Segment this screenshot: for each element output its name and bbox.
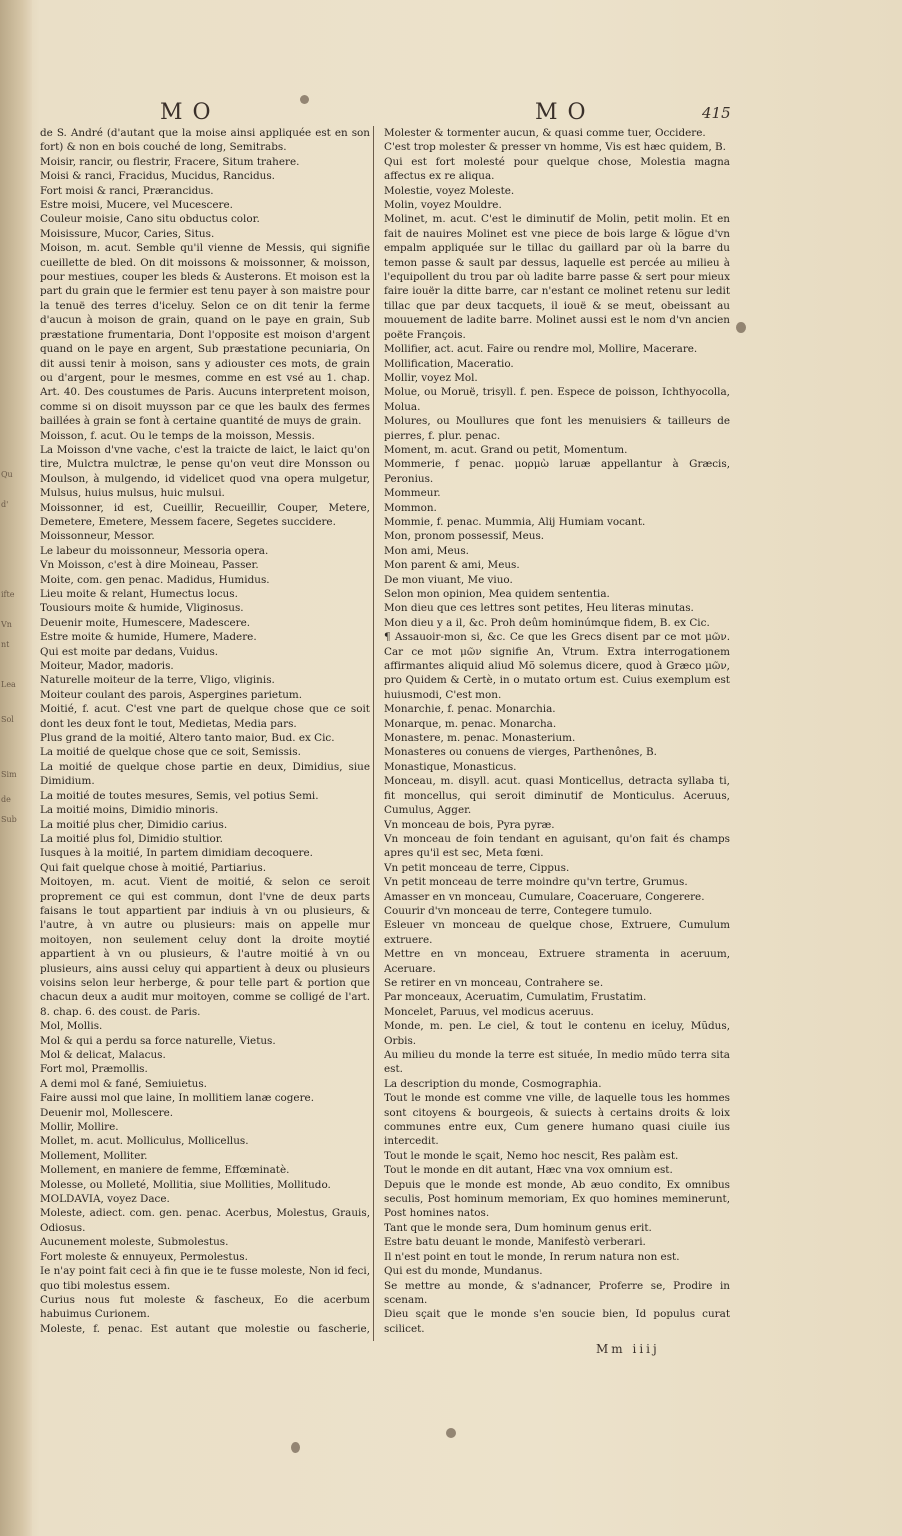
dictionary-entry: Moiteur coulant des parois, Aspergines parietum. bbox=[40, 688, 303, 701]
dictionary-entry: Curius nous fut moleste & fascheux, Eo die acerbum habuimus Curionem. bbox=[40, 1293, 370, 1321]
dictionary-entry: Tant que le monde sera, Dum hominum genus erit. bbox=[384, 1221, 652, 1234]
dictionary-entry: Fort moleste & ennuyeux, Permolestus. bbox=[40, 1250, 248, 1263]
dictionary-entry: Molue, ou Moruë, trisyll. f. pen. Espece de poisson, Ichthyocolla, Molua. bbox=[384, 386, 730, 413]
dictionary-entry: Mollifier, act. acut. Faire ou rendre mol, Mollire, Macerare. bbox=[384, 343, 698, 356]
dictionary-entry: Monarchie, f. penac. Monarchia. bbox=[384, 703, 556, 716]
dictionary-entry: Mon parent & ami, Meus. bbox=[384, 559, 520, 572]
dictionary-entry: Au milieu du monde la terre est située, In medio mũdo terra sita est. bbox=[384, 1049, 730, 1076]
dictionary-entry: Mollement, en maniere de femme, Effœminatè. bbox=[40, 1164, 290, 1177]
dictionary-entry: Estre moite & humide, Humere, Madere. bbox=[40, 631, 257, 644]
dictionary-entry: Molestie, voyez Moleste. bbox=[384, 184, 515, 197]
dictionary-entry: Molures, ou Moullures que font les menuisiers & tailleurs de pierres, f. plur. penac. bbox=[384, 415, 730, 442]
gutter-fragment: Lea bbox=[1, 680, 16, 689]
dictionary-entry: Qui est fort molesté pour quelque chose, Molestia magna affectus ex re aliqua. bbox=[384, 155, 730, 183]
dictionary-entry: Mommerie, f penac. μορμὼ laruæ appellantur à Græcis, Peronius. bbox=[384, 458, 730, 485]
dictionary-entry: Moissonner, id est, Cueillir, Recueillir, Couper, Metere, Demetere, Emetere, Messem facere, Segetes succidere. bbox=[40, 501, 370, 528]
dictionary-entry: Qui est du monde, Mundanus. bbox=[384, 1265, 543, 1278]
dictionary-entry: Moisir, rancir, ou flestrir, Fracere, Situm trahere. bbox=[40, 155, 300, 168]
dictionary-entry: Deuenir moite, Humescere, Madescere. bbox=[40, 616, 251, 629]
dictionary-entry: Lieu moite & relant, Humectus locus. bbox=[40, 588, 238, 600]
running-header-left: MO bbox=[160, 100, 221, 125]
dictionary-entry: Vn petit monceau de terre moindre qu'vn tertre, Grumus. bbox=[384, 876, 688, 889]
dictionary-entry: De mon viuant, Me viuo. bbox=[384, 573, 513, 586]
gutter-fragment: nt bbox=[1, 640, 10, 649]
dictionary-entry: Moleste, f. penac. Est autant que molestie ou fascherie, bbox=[40, 1322, 370, 1335]
dictionary-entry: Mommeur. bbox=[384, 487, 441, 500]
dictionary-entry: Molester & tormenter aucun, & quasi comme tuer, Occidere. bbox=[384, 127, 706, 139]
dictionary-entry: Moison, m. acut. Semble qu'il vienne de Messis, qui signifie cueillette de bled. On dit moissons & moissonner, & moisson, pour mestiues, couper les bleds & Austerons. Et moison est la part du grain que le fermier est tenu payer à son maistre pour la tenuë des terres d'iceluy. Selon ce on dit tenir la ferme d'aucun à moison de grain, quand on le paye en grain, Sub præstatione frumentaria, Dont l'opposite est moison d'argent quand on le paye en argent, Sub præstatione pecuniaria, On dit aussi tenir à moison, sans y adiouster ces mots, de grain ou d'argent, pour le mesmes, comme en est vsé au 1. chap. Art. 40. Des coustumes de Paris. Aucuns interpretent moison, comme si on disoit muysson par ce que les baulx des fermes baillées à grain se font à certaine quantité de muys de grain. bbox=[40, 242, 370, 428]
dictionary-entry: ¶ Assauoir-mon si, &c. Ce que les Grecs disent par ce mot μῶν. Car ce mot μῶν signifie An, Vtrum. Extra interrogationem affirmantes aliquid aliud Mõ solemus dicere, quod à Græco μῶν, pro Quidem & Certè, in o mutato ortum est. Cuius exemplum est huiusmodi, C'est mon. bbox=[384, 631, 730, 701]
dictionary-entry: Mon dieu y a il, &c. Proh deûm hominúmque fidem, B. ex Cic. bbox=[384, 616, 710, 629]
dictionary-entry: Mollir, Mollire. bbox=[40, 1121, 119, 1134]
dictionary-entry: Monastere, m. penac. Monasterium. bbox=[384, 732, 576, 745]
dictionary-entry: Moment, m. acut. Grand ou petit, Momentum. bbox=[384, 443, 628, 456]
gutter-fragment: Sub bbox=[1, 815, 17, 824]
dictionary-entry: Vn petit monceau de terre, Cippus. bbox=[384, 861, 570, 874]
paper-stain bbox=[300, 95, 309, 104]
dictionary-entry: Moleste, adiect. com. gen. penac. Acerbus, Molestus, Grauis, Odiosus. bbox=[40, 1207, 370, 1234]
dictionary-entry: Moisi & ranci, Fracidus, Mucidus, Rancidus. bbox=[40, 170, 275, 183]
dictionary-entry: La moitié plus fol, Dimidio stultior. bbox=[40, 832, 223, 845]
dictionary-entry: Mommie, f. penac. Mummia, Alij Humiam vocant. bbox=[384, 515, 646, 528]
dictionary-entry: Se mettre au monde, & s'adnancer, Proferre se, Prodire in scenam. bbox=[384, 1279, 730, 1306]
dictionary-entry: Tout le monde le sçait, Nemo hoc nescit, Res palàm est. bbox=[384, 1149, 679, 1162]
signature-mark: Mm iiij bbox=[596, 1342, 660, 1356]
dictionary-entry: Moisissure, Mucor, Caries, Situs. bbox=[40, 227, 215, 240]
dictionary-entry: Moissonneur, Messor. bbox=[40, 530, 155, 543]
right-column bbox=[384, 126, 730, 1336]
dictionary-entry: Molinet, m. acut. C'est le diminutif de Molin, petit molin. Et en fait de nauires Molinet est vne piece de bois large & lõgue d'vn empalm appliquée sur le tillac du gaillard par où la barre du temon passe & sault par dessus, laquelle est percée au milieu à l'equipollent du trou par où ladite barre passe & sert pour mieux faire iouër la ditte barre, car n'estant ce molinet retenu sur ledit tillac que par deux tacquets, il iouë & se meut, obeissant au mouuement de ladite barre. Molinet aussi est le nom d'vn ancien poëte François. bbox=[384, 213, 730, 341]
dictionary-entry: Mollement, Molliter. bbox=[40, 1149, 148, 1162]
dictionary-entry: Molin, voyez Mouldre. bbox=[384, 199, 502, 212]
dictionary-entry: Dieu sçait que le monde s'en soucie bien, Id populus curat scilicet. bbox=[384, 1308, 730, 1335]
gutter-fragment: Vn bbox=[1, 620, 12, 629]
dictionary-entry: Mol, Mollis. bbox=[40, 1020, 103, 1033]
dictionary-entry: Estre batu deuant le monde, Manifestò verberari. bbox=[384, 1236, 646, 1249]
dictionary-entry: Moitié, f. acut. C'est vne part de quelque chose que ce soit dont les deux font le tout, Medietas, Media pars. bbox=[40, 703, 370, 730]
facing-page-gutter bbox=[0, 0, 32, 1536]
column-rule bbox=[373, 126, 374, 1341]
dictionary-entry: Moitoyen, m. acut. Vient de moitié, & selon ce seroit proprement ce qui est commun, dont l'vne de deux parts faisans le tout appartient par indiuis à vn ou plusieurs, & l'autre, à vn autre ou plusieurs: mais on appelle mur moitoyen, non seulement celuy dont la droite moytié appartient à vn ou plusieurs, & l'autre moitié à vn ou plusieurs, ains aussi celuy qui appartient à deux ou plusieurs voisins selon leur herberge, & pour telle part & portion que chacun deux a audit mur moitoyen, comme se colligé de l'art. 8. chap. 6. des coust. de Paris. bbox=[40, 876, 370, 1018]
left-column bbox=[40, 126, 370, 1336]
dictionary-entry: La moitié de quelque chose que ce soit, Semissis. bbox=[40, 746, 301, 759]
gutter-fragment: Sim bbox=[1, 770, 17, 779]
dictionary-entry: Iusques à la moitié, In partem dimidiam decoquere. bbox=[40, 847, 313, 860]
dictionary-entry: Monde, m. pen. Le ciel, & tout le contenu en iceluy, Mũdus, Orbis. bbox=[384, 1020, 730, 1047]
dictionary-entry: Mon ami, Meus. bbox=[384, 544, 469, 557]
dictionary-entry: Tout le monde en dit autant, Hæc vna vox omnium est. bbox=[384, 1164, 673, 1177]
dictionary-entry: La moitié moins, Dimidio minoris. bbox=[40, 804, 219, 817]
dictionary-entry: Selon mon opinion, Mea quidem sententia. bbox=[384, 588, 610, 600]
dictionary-entry: Amasser en vn monceau, Cumulare, Coaceruare, Congerere. bbox=[384, 890, 705, 903]
dictionary-entry: Vn monceau de bois, Pyra pyræ. bbox=[384, 818, 555, 831]
dictionary-entry: Mon dieu que ces lettres sont petites, Heu literas minutas. bbox=[384, 602, 694, 615]
dictionary-entry: C'est trop molester & presser vn homme, Vis est hæc quidem, B. bbox=[384, 141, 726, 154]
gutter-fragment: ifte bbox=[1, 590, 15, 599]
dictionary-entry: Depuis que le monde est monde, Ab æuo condito, Ex omnibus seculis, Post hominum memoriam, Ex quo homines meminerunt, Post homines natos. bbox=[384, 1178, 730, 1220]
dictionary-entry: Moncelet, Paruus, vel modicus aceruus. bbox=[384, 1005, 594, 1018]
dictionary-entry: Mettre en vn monceau, Extruere stramenta in aceruum, Aceruare. bbox=[384, 948, 730, 975]
gutter-fragment: Sol bbox=[1, 715, 14, 724]
dictionary-entry: Monasteres ou conuens de vierges, Parthenônes, B. bbox=[384, 746, 657, 759]
dictionary-entry: Mommon. bbox=[384, 501, 437, 514]
dictionary-entry: Fort moisi & ranci, Prærancidus. bbox=[40, 184, 214, 197]
page-number: 415 bbox=[702, 104, 731, 122]
dictionary-entry: Faire aussi mol que laine, In mollitiem lanæ cogere. bbox=[40, 1092, 314, 1105]
dictionary-entry: Mollification, Maceratio. bbox=[384, 357, 514, 370]
running-header-right: MO bbox=[535, 100, 596, 125]
dictionary-entry: La Moisson d'vne vache, c'est la traicte de laict, le laict qu'on tire, Mulctra mulctræ, le pense qu'on veut dire Monsson ou Moulson, à mulgendo, id videlicet quod vna opera mulgetur, Mulsus, huius mulsus, huic mulsui. bbox=[40, 443, 370, 500]
gutter-fragment: de bbox=[1, 795, 11, 804]
dictionary-entry: Molesse, ou Molleté, Mollitia, siue Mollities, Mollitudo. bbox=[40, 1178, 331, 1191]
dictionary-entry: Monceau, m. disyll. acut. quasi Monticellus, detracta syllaba ti, fit moncellus, qui seroit diminutif de Monticulus. Aceruus, Cumulus, Agger. bbox=[384, 775, 730, 817]
dictionary-entry: Couurir d'vn monceau de terre, Contegere tumulo. bbox=[384, 904, 653, 917]
dictionary-entry: Estre moisi, Mucere, vel Mucescere. bbox=[40, 199, 233, 212]
dictionary-entry: Aucunement moleste, Submolestus. bbox=[40, 1236, 229, 1249]
dictionary-entry: Se retirer en vn monceau, Contrahere se. bbox=[384, 976, 604, 989]
dictionary-entry: Fort mol, Præmollis. bbox=[40, 1063, 148, 1076]
dictionary-entry: Mollet, m. acut. Molliculus, Mollicellus. bbox=[40, 1135, 249, 1148]
dictionary-entry: Qui est moite par dedans, Vuidus. bbox=[40, 645, 219, 658]
dictionary-entry: La moitié de toutes mesures, Semis, vel potius Semi. bbox=[40, 789, 319, 802]
dictionary-entry: Ie n'ay point fait ceci à fin que ie te fusse moleste, Non id feci, quo tibi molestus essem. bbox=[40, 1265, 370, 1292]
dictionary-entry: Qui fait quelque chose à moitié, Partiarius. bbox=[40, 861, 267, 874]
dictionary-entry: Monastique, Monasticus. bbox=[384, 760, 517, 773]
dictionary-entry: Vn monceau de foin tendant en aguisant, qu'on fait és champs apres qu'il est sec, Meta fœni. bbox=[384, 832, 730, 860]
dictionary-entry: Moiteur, Mador, madoris. bbox=[40, 660, 174, 673]
dictionary-entry: La moitié plus cher, Dimidio carius. bbox=[40, 818, 228, 831]
dictionary-entry: Deuenir mol, Mollescere. bbox=[40, 1106, 174, 1119]
dictionary-entry: A demi mol & fané, Semiuietus. bbox=[40, 1077, 207, 1090]
dictionary-entry: Moisson, f. acut. Ou le temps de la moisson, Messis. bbox=[40, 429, 315, 442]
dictionary-entry: Mol & delicat, Malacus. bbox=[40, 1049, 166, 1061]
dictionary-entry: Mon, pronom possessif, Meus. bbox=[384, 530, 545, 543]
dictionary-entry: Mollir, voyez Mol. bbox=[384, 371, 478, 384]
dictionary-entry: Tousiours moite & humide, Vliginosus. bbox=[40, 602, 244, 615]
gutter-fragment: d' bbox=[1, 500, 9, 509]
dictionary-entry: Vn Moisson, c'est à dire Moineau, Passer. bbox=[40, 559, 259, 572]
dictionary-entry: Il n'est point en tout le monde, In rerum natura non est. bbox=[384, 1250, 680, 1263]
dictionary-entry: La moitié de quelque chose partie en deux, Dimidius, siue Dimidium. bbox=[40, 760, 370, 788]
dictionary-entry: Monarque, m. penac. Monarcha. bbox=[384, 717, 557, 730]
dictionary-entry: Le labeur du moissonneur, Messoria opera. bbox=[40, 544, 269, 557]
dictionary-entry: Mol & qui a perdu sa force naturelle, Vietus. bbox=[40, 1034, 276, 1047]
dictionary-entry: de S. André (d'autant que la moise ainsi appliquée est en son fort) & non en bois couché de long, Semitrabs. bbox=[40, 127, 370, 154]
gutter-fragment: Qu bbox=[1, 470, 13, 479]
paper-stain bbox=[446, 1428, 456, 1438]
dictionary-entry: Par monceaux, Aceruatim, Cumulatim, Frustatim. bbox=[384, 991, 647, 1004]
dictionary-entry: Plus grand de la moitié, Altero tanto maior, Bud. ex Cic. bbox=[40, 732, 335, 745]
dictionary-entry: Tout le monde est comme vne ville, de laquelle tous les hommes sont citoyens & bourgeois, & suiects à certains droits & loix communes entre eux, Cum genere humano quasi ciuile ius intercedit. bbox=[384, 1092, 730, 1148]
paper-stain bbox=[291, 1442, 300, 1453]
paper-stain bbox=[736, 322, 746, 333]
dictionary-entry: La description du monde, Cosmographia. bbox=[384, 1077, 602, 1090]
dictionary-entry: Couleur moisie, Cano situ obductus color. bbox=[40, 213, 260, 226]
dictionary-entry: Esleuer vn monceau de quelque chose, Extruere, Cumulum extruere. bbox=[384, 919, 730, 946]
dictionary-entry: MOLDAVIA, voyez Dace. bbox=[40, 1193, 170, 1206]
dictionary-entry: Moite, com. gen penac. Madidus, Humidus. bbox=[40, 573, 270, 586]
dictionary-entry: Naturelle moiteur de la terre, Vligo, vliginis. bbox=[40, 674, 275, 687]
